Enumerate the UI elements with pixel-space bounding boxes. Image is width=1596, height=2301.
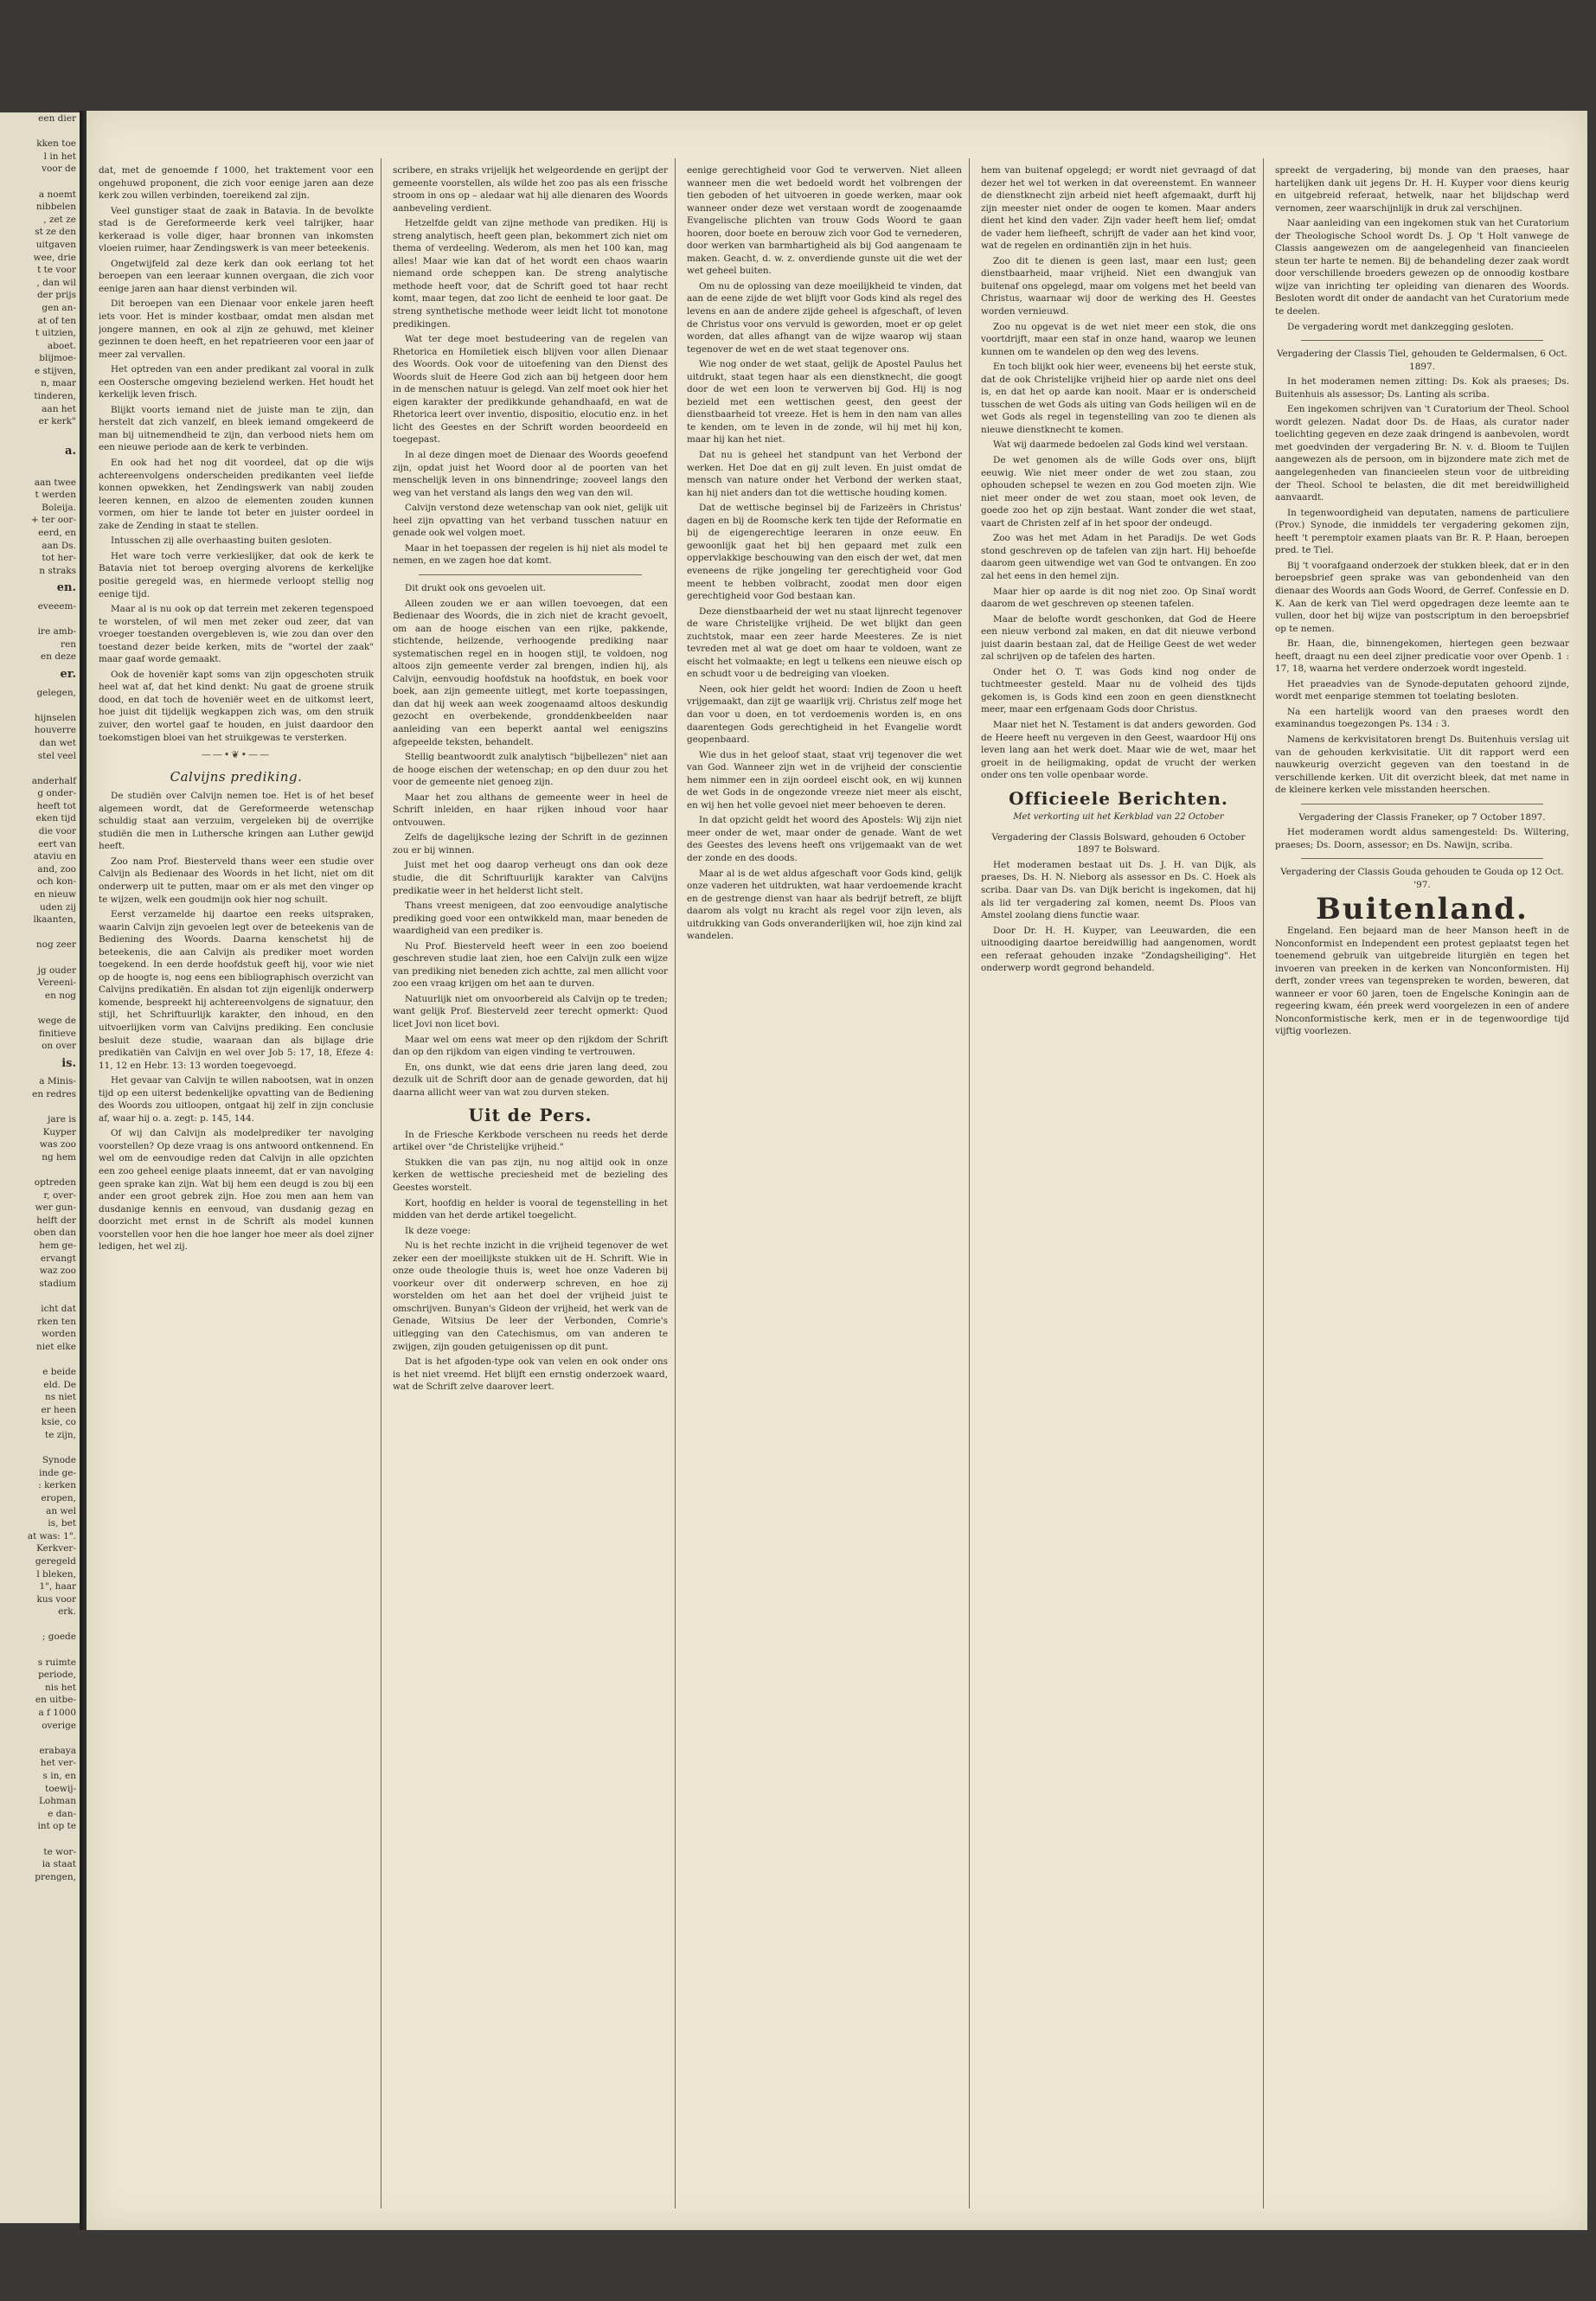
left-page-fragment: n, maar [41,378,76,389]
left-page-fragment [0,613,80,626]
left-page-fragment [0,1442,80,1455]
left-page-fragment [0,1002,80,1015]
left-page-fragment: jg ouder [37,965,76,976]
left-page-fragment: erabaya [39,1745,76,1756]
paragraph: Engeland. Een bejaard man de heer Manson heeft in de Nonconformist en Independent een protest geplaatst tegen het toenemend gebruik van uitgebreide liturgiën en tegen het invoeren van preeken in de kerken van Nonconformisten. Hij derft, zonder vrees van tegenspreken te worden, beweren, dat wanneer er voor 60 jaren, toen de Engelsche Koningin aan de regeering kwam, één preek werd voorgelezen in een of andere Nonconformistische kerk, men er in de tegenwoordige tijd vijftig voorlezen. [1275,925,1569,1037]
left-page-fragment: a Minis- [39,1076,76,1087]
left-page-fragment: Kerkver- [36,1543,76,1554]
left-page-fragment: wee, drie [33,252,76,263]
column-rule [1263,158,1264,2208]
paragraph: Maar al is nu ook op dat terrein met zekeren tegenspoed te worstelen, of wil men met zeker oud zeer, dat van vroeger toestanden overgebleven is, wie zou dan over den toestand dezer beide kerken, mits de "wortel der zaak" maar gaaf worde gemaakt. [99,604,374,665]
paragraph: Maar niet het N. Testament is dat anders geworden. God de Heere heeft nu vergeven in den Geest, waardoor Hij ons leven lang aan het werk doet. Maar wie de wet, maar het groeit in de heiligmaking, opdat de vrucht der werken onder ons ten volle openbaar worde. [981,719,1256,781]
paragraph: Dat is het afgoden-type ook van velen en ook onder ons is het niet vreemd. Het blijft een ernstig onderzoek waard, wat de Schrift zelve daarover leert. [393,1356,668,1393]
left-page-fragment: lkaanten, [33,914,76,926]
paragraph: hem van buitenaf opgelegd; er wordt niet gevraagd of dat dezer het wel tot werken in dat overeenstemt. En wanneer de dienstknecht zijn arbeid niet heeft afgemaakt, durft hij zijn meester niet onder de oogen te komen. Maar anders dient het kind den vader. Zijn vader heeft hem lief; omdat de vader hem liefheeft, schrijft de vader aan het kind voor, wat de regelen en ordinantiën zijn in het huis. [981,165,1256,252]
left-page-fragment: ire amb- [37,626,76,638]
column-4 [981,164,1256,2206]
left-page-fragment [0,125,80,138]
left-page-fragment: kken toe [36,138,76,150]
left-page-fragment: en nog [44,990,76,1001]
paragraph: Bij 't voorafgaand onderzoek der stukken bleek, dat er in den beroepsbrief geen sprake was van gebondenheid van den dienaar des Woords aan Gods Woord, de Gerref. Confessie en D. K. Aan de kerk van Tiel werd opgedragen deze leemte aan te vullen, door het bij wijze van postscriptum in den beroepsbrief op te nemen. [1275,560,1569,634]
left-page-fragment: n straks [39,565,76,576]
left-page-fragment: ; goede [42,1631,76,1643]
paragraph: In dat opzicht geldt het woord des Apostels: Wij zijn niet meer onder de wet, maar onder de genade. Want de wet des Geestes des levens heeft ons vrijgemaakt van de wet der zonde en des doods. [687,815,962,863]
paragraph: En, ons dunkt, wie dat eens drie jaren lang deed, zou dezulk uit de Schrift door aan de genade geworden, dat hij daarna allicht weer van wat zou durven steken. [393,1061,668,1098]
left-page-fragment: e beide [42,1367,76,1377]
divider [1301,340,1543,341]
left-page-fragment: tot her- [42,553,76,564]
left-page-fragment [0,699,80,712]
left-page-fragment: eerd, en [38,528,76,538]
left-page-fragment: periode, [38,1670,76,1681]
left-page-fragment: int op te [37,1821,76,1832]
paragraph: Het ware toch verre verkieslijker, dat ook de kerk te Batavia niet tot beroep overging alvorens de kerkelijke positie geregeld was, en hiermede verloopt stellig nog eenige tijd. [99,550,374,599]
left-page-fragment: dan wet [39,737,76,748]
paragraph: En toch blijkt ook hier weer, eveneens bij het eerste stuk, dat de ook Christelijke vrijheid hier op aarde niet ons deel is, en dat het op aarde kan nooit. Maar er is onderscheid tusschen de wet Gods als uiting van Gods heiligen wil en de wet Gods als regel in tegenstelling van zoo te dienen als nieuwe dienstknecht te komen. [981,362,1256,435]
left-page-fragment: stadium [39,1278,76,1289]
left-page-fragment: blijmoe- [39,353,76,364]
left-page-fragment: niet elke [35,1341,76,1352]
left-page-fragment: helft der [36,1215,76,1226]
left-page-fragment: inde ge- [39,1467,76,1478]
section-heading: Buitenland. [1316,892,1529,927]
left-page-fragment: Vereeni- [38,977,76,989]
left-page-fragment: ns niet [44,1392,76,1403]
left-page-fragment: die voor [38,826,76,837]
paragraph: Het praeadvies van de Synode-deputaten gehoord zijnde, wordt met eenparige stemmen tot toelating besloten. [1275,678,1569,702]
section-heading: Officieele Berichten. [1009,787,1228,809]
left-page-fragment: optreden [34,1177,76,1189]
left-page-fragment: stel veel [37,750,76,761]
left-page-fragment: l in het [43,151,76,162]
left-page-fragment: on over [42,1041,76,1052]
paragraph: Hetzelfde geldt van zijne methode van prediken. Hij is streng analytisch, heeft geen plan, bekommert zich niet om thema of verdeeling. Wederom, als men het 100 kan, mag alles! Maar wie kan dat of het wordt een chaos waarin niemand orde scheppen kan. De streng analytische methode heeft voor, dat de Schrift goed tot haar recht komt, maar tegen, dat zoo licht de eenheid te loor gaat. De streng synthetische methode weer leidt licht tot monotone predikingen. [393,218,668,330]
paragraph: Onder het O. T. was Gods kind nog onder de tuchtmeester gesteld. Maar nu de volheid des tijds gekomen is, is Gods kind een zoon en geen dienstknecht meer, maar een erfgenaam Gods door Christus. [981,666,1256,715]
divider [419,574,642,575]
left-page-fragment: hijnselen [34,712,76,723]
paragraph: Nu Prof. Biesterveld heeft weer in een zoo boeiend geschreven studie laat zien, hoe een Calvijn zulk een wijze van prediking niet beneden zich achtte, zal men allicht voor zoo een vraag krijgen om het aan te durven. [393,940,668,990]
left-page-fragment: aan het [42,403,76,414]
left-page-fragment: en uitbe- [35,1695,76,1706]
paragraph: Of wij dan Calvijn als modelprediker ter navolging voorstellen? Op deze vraag is ons antwoord ontkennend. En wel om de eenvoudige reden dat Calvijn in alle opzichten een zoo geheel eenige plaats inneemt, dat er van navolging geen sprake kan zijn. Wat bij hem een deugd is zou bij een ander een groot gebrek zijn. Hoe zou men aan hem van dusdanige kennis en eenvoud, van dusdanig gezag en doorzicht met ernst in de Schrift als model kunnen voorstellen voor hen die hoe langer hoe meer als doel zijner ledigen, het wel zij. [99,1128,374,1253]
paragraph: Het optreden van een ander predikant zal vooral in zulk een Oostersche omgeving bezielend werken. Het houdt het kerkelijk leven frisch. [99,364,374,401]
left-page-fragment: and, zoo [37,863,76,875]
left-page-fragment: Synode [42,1455,76,1466]
left-page-fragment: Boleija. [42,502,76,513]
article-heading: Uit de Pers. [468,1105,593,1126]
left-page-fragment: uden zij [40,901,76,913]
left-page-fragment [0,1833,80,1846]
paragraph: En ook had het nog dit voordeel, dat op die wijs achtereenvolgens onderscheiden predikanten veel liefde konnen opwekken, het Zendingswerk van nabij zouden leeren kennen, en alzoo de elementen zouden kunnen vormen, om hier te lande tot beter en juister oordeel in zake de Zending in staat te stellen. [99,458,374,531]
column-1 [99,164,374,2206]
column-rule [675,158,676,2208]
left-page-fragment [0,762,80,775]
left-page-fragment: en nieuw [34,889,76,901]
paragraph: Eerst verzamelde hij daartoe een reeks uitspraken, waarin Calvijn zijn gevoelen legt over de beteekenis van de Bediening des Woords. Daarna kenschetst hij de beteekenis, die aan Calvijn als prediker moet worden toegekend. In een derde hoofdstuk geeft hij, voor wie niet op de hoogte is, nog eens een bibliographisch overzicht van Calvijns predikatiën. En alsdan tot zijn eigenlijk onderwerp komende, bespreekt hij achtereenvolgens de signatuur, den stijl, het Schriftuurlijk karakter, den inhoud, en den uitvoerlijken vorm van Calvijns prediking. Een conclusie besluit deze studie, waaraan dan als bijlage drie predikatiën van Calvijn en wel over Job 5: 17, 18, Efeze 4: 11, 12 en Hebr. 13: 13 worden toegevoegd. [99,909,374,1071]
left-page-fragment: st ze den [35,227,76,238]
left-page-fragment: overige [42,1720,76,1731]
paragraph: Maar in het toepassen der regelen is hij niet als model te nemen, en we zagen hoe dat komt. [393,542,668,567]
left-page-fragment: eken tijd [35,813,76,824]
paragraph: Intusschen zij alle overhaasting buiten gesloten. [111,535,332,547]
column-2 [393,164,668,2206]
left-page-fragment: och kon- [36,876,76,888]
left-page-fragment [0,1290,80,1303]
paragraph: Dit drukt ook ons gevoelen uit. [405,582,546,593]
column-rule [969,158,970,2208]
left-page-fragment: jare is [48,1114,76,1125]
left-page-fragment: s ruimte [37,1657,76,1668]
left-page-fragment: wege de [37,1015,76,1026]
paragraph: Thans vreest menigeen, dat zoo eenvoudige analytische prediking goed voor een ontwikkeld man, maar beneden de waardigheid van een prediker is. [393,901,668,937]
paragraph: Zoo was het met Adam in het Paradijs. De wet Gods stond geschreven op de tafelen van zijn hart. Hij behoefde daarom geen uitwendige wet van God te ontvangen. En zoo zal het eens in den hemel zijn. [981,533,1256,581]
left-page-fragment: kus voor [36,1593,76,1605]
left-page-fragment: rken ten [37,1316,76,1327]
divider [1301,858,1543,859]
left-page-fragment: : kerken [38,1480,76,1491]
left-page-fragment: er kerk" [38,416,76,427]
left-page-fragment: nibbelen [35,202,76,213]
left-page-fragment: e stijven, [34,365,76,376]
paragraph: Zoo nam Prof. Biesterveld thans weer een studie over Calvijn als Bedienaar des Woords in het licht, niet om dit onderwerp uit te putten, maar om er als met den vinger op te wijzen, welk een goudmijn ook hier nog schuilt. [99,856,374,905]
left-page-fragment: ren [61,638,76,650]
left-page-fragment: een dier [38,113,76,124]
left-page-fragment: t te voor [37,265,76,276]
paragraph: Zoo dit te dienen is geen last, maar een lust; geen dienstbaarheid, maar vrijheid. Niet een dwangjuk van buitenaf ons opgelegd, maar om volgens met het beeld van Christus, waarnaar wij door de werking des H. Geestes worden vernieuwd. [981,255,1256,317]
paragraph: Ongetwijfeld zal deze kerk dan ook eerlang tot het beroepen van een leeraar kunnen overgaan, die zich voor eenige jaren aan haar dienst verbinden wil. [99,258,374,294]
left-page-fragment: te zijn, [44,1429,76,1440]
left-page-edge [0,112,82,2223]
left-page-fragment: eropen, [41,1492,76,1503]
left-page-fragment [0,1618,80,1631]
left-page-fragment: nog zeer [35,939,76,951]
ornament-divider: ——•❦•—— [201,749,272,761]
paragraph: Vergadering der Classis Gouda gehouden te Gouda op 12 Oct. '97. [1280,867,1564,890]
left-page-fragment: 1", haar [39,1581,76,1593]
column-3 [687,164,962,2206]
paragraph: In al deze dingen moet de Dienaar des Woords geoefend zijn, opdat juist het Woord door al de poorten van het menschelijk leven in ons binnendringe; zooveel langs den weg van het verstand als langs den weg van den wil. [393,450,668,498]
paragraph: Het moderamen bestaat uit Ds. J. H. van Dijk, als praeses, Ds. H. N. Nieborg als assessor en Ds. C. Hoek als scriba. Daar van Ds. van Dijk bericht is ingekomen, dat hij als lid ter vergadering zal komen, neemt Ds. Ploos van Amstel zoolang diens functie waar. [981,859,1256,921]
left-page-fragment: der prijs [36,290,76,301]
paragraph: In tegenwoordigheid van deputaten, namens de particuliere (Prov.) Synode, die inmiddels ter vergadering gekomen zijn, heeft 't peremptoir examen plaats van Br. R. P. Haan, beroepen pred. te Tiel. [1275,507,1569,556]
paragraph: Vergadering der Classis Bolsward, gehouden 6 October 1897 te Bolsward. [991,831,1246,856]
left-page-fragment [0,1101,80,1114]
left-page-fragment: r, over- [43,1189,76,1201]
left-page-fragment: a noemt [38,189,76,200]
paragraph: Maar het zou althans de gemeente weer in heel de Schrift inleiden, en haar rijken inhoud voor haar ontvouwen. [393,792,668,828]
left-page-fragment: tinderen, [34,391,76,402]
section-subheading: Met verkorting uit het Kerkblad van 22 October [1013,812,1224,823]
left-page-fragment [0,176,80,189]
paragraph: Juist met het oog daarop verheugt ons dan ook deze studie, die dit Schriftuurlijk karakter van Calvijns predikatie weer in het helderst licht stelt. [393,860,668,896]
paragraph: Nu is het rechte inzicht in die vrijheid tegenover de wet zeker een der moeilijkste stukken uit de H. Schrift. Wie in onze oude theologie thuis is, weet hoe onze Vaderen bij voorkeur over dit onderwerp schreven, en hoe zij worstelden om het aan het doel der vrijheid juist te omschrijven. Bunyan's Gideon der vrijheid, het werk van de Genade, Witsius De leer der Verbonden, Comrie's uitlegging van den Catechismus, om van anderen te zwijgen, zijn gouden getuigenissen op dit punt. [393,1240,668,1352]
left-page-fragment: prengen, [35,1871,76,1882]
left-page-fragment: a f 1000 [38,1708,76,1719]
left-page-fragment: aan Ds. [42,540,76,551]
paragraph: Namens de kerkvisitatoren brengt Ds. Buitenhuis verslag uit van de gehouden kerkvisitatie. Uit dit rapport werd een nauwkeurig overzicht gegeven van den toestand in de verschillende kerken. Uit dit overzicht bleek, dat met name in de kleinere kerken vele misstanden heerschen. [1275,734,1569,796]
paragraph: eenige gerechtigheid voor God te verwerven. Niet alleen wanneer men die wet bedoeld wordt het volbrengen der tien geboden of het uitvoeren in goede werken, maar ook wanneer onder deze wet verstaan wordt de zoogenaamde Evangelische plichten van trouw Gods Woord te gaan hooren, door boete en berouw zich voor God te vernederen, door werken van barmhartigheid als bij God aangenaam te maken. Geacht, d. w. z. onverdiende gunste uit die wet der wet geheel buiten. [687,165,962,277]
left-page-fragment: eert van [38,838,76,849]
left-page-fragment: t werden [35,490,76,501]
left-page-fragment: s in, en [42,1771,76,1781]
left-page-fragment: er heen [41,1404,76,1415]
left-page-fragment: erk. [58,1606,76,1618]
paragraph: Om nu de oplossing van deze moeilijkheid te vinden, dat aan de eene zijde de wet blijft voor Gods kind als regel des levens en aan de andere zijde geheel is afgeschaft, of leven de Christus voor ons vervuld is geworden, moet er op gelet worden, dat alles afhangt van de wijze waarop wij staan tegenover de wet en de wet staat tegenover ons. [687,280,962,355]
paragraph: Wat wij daarmede bedoelen zal Gods kind wel verstaan. [993,439,1248,451]
left-page-fragment: uitgaven [35,239,76,250]
left-page-fragment: worden [41,1329,76,1340]
paragraph: Br. Haan, die, binnengekomen, hiertegen geen bezwaar heeft, draagt nu een deel zijner predicatie voor over Openb. 1 : 17, 18, waarna het verdere onderzoek wordt ingesteld. [1275,638,1569,675]
left-page-fragment: at was: 1". [27,1530,76,1541]
paragraph: In het moderamen nemen zitting: Ds. Kok als praeses; Ds. Buitenhuis als assessor; Ds. Lanting als scriba. [1275,376,1569,400]
paragraph: scribere, en straks vrijelijk het welgeordende en gerijpt der gemeente voorstellen, als wilde het zoo pas als een frissche stroom in ons op – aledaar wat hij alle dienaren des Woords aanbeveling verdient. [393,165,668,214]
left-page-fragment: te wor- [43,1846,76,1857]
left-page-fragment: eveeem- [37,600,76,612]
paragraph: Dit beroepen van een Dienaar voor enkele jaren heeft iets voor. Het is minder kostbaar, omdat men alsdan met jongere mannen, en ook al zijn ze gehuwd, met kleiner gezinnen te doen heeft, en het repatrieeren voor een jaar of meer zal vervallen. [99,298,374,360]
paragraph: Natuurlijk niet om onvoorbereid als Calvijn op te treden; want gelijk Prof. Biesterveld zeer terecht opmerkt: Quod licet Jovi non licet bovi. [393,993,668,1029]
left-page-fragment: houverre [34,725,76,736]
paragraph: Maar al is de wet aldus afgeschaft voor Gods kind, gelijk onze vaderen het uitdrukten, wat haar verdoemende kracht en de gestrenge dienst van haar als bedrijf betreft, ze blijft daarom als volgt nu kracht als regel voor zijn leven, als uitdrukking van Gods onveranderlijken wil, hoe zijn kind zal wandelen. [687,868,962,942]
paragraph: dat, met de genoemde f 1000, het traktement voor een ongehuwd proponent, die zich voor eenige jaren aan deze kerk zou willen verbinden, toereikend zal zijn. [99,165,374,202]
left-page-fragment: voor de [42,163,76,175]
paragraph: spreekt de vergadering, bij monde van den praeses, haar hartelijken dank uit jegens Dr. H. H. Kuyper voor diens keurig en uitgebreid referaat, hetwelk, naar het blijdschap werd vernomen, zeer waarschijnlijk in druk zal verschijnen. [1275,165,1569,214]
paragraph: Dat nu is geheel het standpunt van het Verbond der werken. Het Doe dat en gij zult leven. En juist omdat de mensch van nature onder het Verbond der werken staat, kan hij niet anders dan tot die wettische houding komen. [687,450,962,498]
paragraph: De vergadering wordt met dankzegging gesloten. [1287,321,1514,332]
left-page-fragment: hem ge- [39,1240,76,1252]
left-page-fragment: an wel [46,1505,76,1516]
paragraph: Blijkt voorts iemand niet de juiste man te zijn, dan herstelt dat zich vanzelf, en bleek iemand omgekeerd de man bij uitnemendheid te zijn, dan verbood niets hem om een nieuwe periode aan de kerk te verbinden. [99,404,374,453]
left-page-fragment: at of ten [37,315,76,326]
paragraph: Maar hier op aarde is dit nog niet zoo. Op Sinaï wordt daarom de wet geschreven op steenen tafelen. [981,586,1256,610]
left-page-fragment: en redres [32,1088,76,1099]
paragraph: Wie dus in het geloof staat, staat vrij tegenover die wet van God. Wanneer zijn wet in de vrijheid der conscientie hem nimmer een in zijn oordeel eischt ook, en wij kunnen de wet Gods in de ongezonde vreeze niet meer als eischt, en wij hen het volle gevoel niet meer behoeven te deren. [687,749,962,811]
left-page-fragment: wer gun- [35,1202,76,1214]
left-page-fragment: , dan wil [36,277,76,288]
left-page-fragment [0,428,80,441]
paragraph: De wet genomen als de wille Gods over ons, blijft eeuwig. Wie niet meer onder de wet zou staan, zou ophouden schepsel te wezen en zou God moeten zijn. Wie niet meer onder de wet zou staan, moet ook leven, de goede zoo het op zijn bestaat. Want zonder die wet staat, vaart de Christen zelf af in het spoor der ondeugd. [981,455,1256,529]
paragraph: Ik deze voege: [405,1225,471,1236]
paragraph: Een ingekomen schrijven van 't Curatorium der Theol. School wordt gelezen. Nadat door Ds. de Haas, als curator nader toelichting gegeven en deze zaak dringend is aanbevolen, wordt met goedvinden der vergadering Br. N. v. d. Bloom te Tuijlen aangewezen als de persoon, om in bijzondere mate zich met de aangelegenheden van financieelen steun voor de uitbreiding der Theol. School te belasten, die dit met bereidwilligheid aanvaardt. [1275,404,1569,503]
paragraph: Dat de wettische beginsel bij de Farizeërs in Christus' dagen en bij de Roomsche kerk ten tijde der Reformatie en bij de eigengerechtige leeraren in onze eeuw. En gewoonlijk gaat het bij hen gepaard met zulk een oppervlakkige beschouwing van den eisch der wet, dat men eveneens de rijke jongeling ter gerechtigheid voor God meent te hebben volbracht, zoodat men door eigen gerechtigheid voor God bestaan kan. [687,503,962,602]
left-page-fragment [0,952,80,965]
left-page-fragment: l bleken, [36,1568,76,1580]
paragraph: Kort, hoofdig en helder is vooral de tegenstelling in het midden van het derde artikel toegelicht. [393,1197,668,1221]
paragraph: Wie nog onder de wet staat, gelijk de Apostel Paulus het uitdrukt, staat tegen haar als een dienstknecht, die googt door de wet een loon te verwerven bij God. Hij is nog bezield met een wettischen geest, den geest der dienstbaarheid tot vreeze. Het is hem in den nam van alles te kenden, om te leven in de zonde, wil hij met hij kon, maar hij kan het niet. [687,359,962,445]
paragraph: Door Dr. H. H. Kuyper, van Leeuwarden, die een uitnoodiging daartoe bereidwillig had aangenomen, wordt een referaat gehouden inzake "Zondagsheiliging". Het onderwerp wordt gegrond behandeld. [981,925,1256,974]
left-page-fragment: g onder- [37,788,76,799]
left-page-fragment: ng hem [42,1151,76,1163]
left-page-fragment: en deze [41,651,76,663]
paragraph: Stellig beantwoordt zulk analytisch "bijbellezen" niet aan de hooge eischen der wetenschap; en op den duur zou het voor de gemeente niet genoeg zijn. [393,752,668,788]
paragraph: Calvijn verstond deze wetenschap van ook niet, gelijk uit heel zijn opvatting van het verband tusschen natuur en genade ook wel volgen moet. [393,503,668,539]
left-page-fragment [0,926,80,939]
left-page-fragment: het ver- [40,1758,76,1769]
left-page-fragment [0,1353,80,1366]
left-page-fragment: , zet ze [43,214,76,225]
article-heading: Calvijns prediking. [170,768,303,785]
paragraph: In de Friesche Kerkbode verscheen nu reeds het derde artikel over "de Christelijke vrijheid." [393,1129,668,1153]
left-page-fragment: icht dat [41,1304,76,1315]
left-page-fragment: oben dan [33,1227,76,1239]
left-page-fragment: eld. De [43,1379,76,1390]
left-page-fragment: aboet. [47,340,76,351]
paragraph: Maar wel om eens wat meer op den rijkdom der Schrift dan op den rijkdom van eigen vinding te vertrouwen. [393,1034,668,1058]
left-page-fragment: nis het [44,1682,76,1693]
left-page-fragment: gelegen, [36,687,76,698]
left-page-fragment: ia staat [42,1859,76,1870]
left-page-fragment: anderhalf [31,775,76,786]
left-page-fragment: aan twee [34,477,76,488]
left-page-fragment: is. [61,1056,76,1070]
left-page-fragment: heeft tot [36,800,76,811]
left-page-fragment: gen an- [42,302,76,313]
paragraph: Zoo nu opgevat is de wet niet meer een stok, die ons voortdrijft, maar een staf in onze hand, waarop we leunen kunnen om te wandelen op den weg des levens. [981,321,1256,357]
left-page-fragment: e dan- [48,1808,76,1819]
paragraph: Vergadering der Classis Franeker, op 7 October 1897. [1298,811,1546,823]
left-page-fragment: Kuyper [42,1126,76,1138]
paragraph: Zelfs de dagelijksche lezing der Schrift in de gezinnen zou er bij winnen. [393,832,668,856]
left-page-fragment: is, bet [48,1518,76,1529]
left-page-fragment: ataviu en [33,851,76,862]
left-page-fragment: toewij- [45,1783,76,1794]
left-page-fragment: Lohman [38,1796,76,1807]
paragraph: Na een hartelijk woord van den praeses wordt den examinandus toegezongen Ps. 134 : 3. [1275,706,1569,730]
left-page-fragment [0,1644,80,1657]
paragraph: Ook de hoveniër kapt soms van zijn opgeschoten struik heel wat af, dat het kind denkt: Nu gaat de groene struik dood, en dat toch de hoveniër weet en de uitkomst leert, hoe juist dit tijdelijk wegkappen zich was, om den struik zuiver, den wortel gaaf te houden, en juist daardoor den toekomstigen bloei van het struikgewas te versterken. [99,669,374,743]
left-page-fragment: + ter oor- [30,515,76,526]
paragraph: Vergadering der Classis Tiel, gehouden te Geldermalsen, 6 Oct. 1897. [1276,349,1568,372]
paragraph: Wat ter dege moet bestudeering van de regelen van Rhetorica en Homiletiek eisch blijven voor allen Dienaar des Woords. Ook voor de uitoefening van den Dienst des Woords sluit de Heere God zich aan bij hetgeen door hem in de menschen natuur is gelegd. Van zelf moet ook hier het eigen karakter der predikkunde gehandhaafd, en wat de Rhetorica leert over inventio, dispositio, elocutio enz. in het licht des Geestes en der Schrift worden beoordeeld en toegepast. [393,334,668,445]
left-page-fragment: er. [60,667,76,681]
paragraph: Maar de belofte wordt geschonken, dat God de Heere een nieuw verbond zal maken, en dat dit nieuwe verbond juist daarin bestaan zal, dat de Heilige Geest de wet weder zal schrijven op de tafelen des harten. [981,613,1256,663]
paragraph: De studiën over Calvijn nemen toe. Het is of het besef algemeen wordt, dat de Gereformeerde wetenschap schuldig staat aan verzuim, vergeleken bij de overrijke studiën die men in Luthersche kringen aan Luther gewijd heeft. [99,791,374,852]
newspaper-page [87,111,1587,2230]
paragraph: Deze dienstbaarheid der wet nu staat lijnrecht tegenover de ware Christelijke vrijheid. De wet blijkt dan geen zuchtstok, maar een zeer harde Meesteres. Ze is niet tevreden met al wat ge doet om haar te voldoen, want ze eischt het volmaakte; en legt u telkens een nieuwe eisch op en schudt voor u de bedreiging van vloeken. [687,606,962,680]
left-page-fragment [0,1164,80,1177]
left-page-fragment: en. [56,581,76,595]
left-page-fragment: geregeld [35,1555,76,1567]
left-page-fragment: was zoo [39,1139,76,1150]
column-5 [1275,164,1569,2206]
left-page-fragment: waz zoo [39,1266,76,1277]
paragraph: Veel gunstiger staat de zaak in Batavia. In de bevolkte stad is de Gereformeerde kerk veel talrijker, haar kerkeraad is volle diger, haar bronnen van inkomsten vloeien ruimer, haar Zendingswerk is van meer beteekenis. [99,205,374,254]
left-page-fragment: finitieve [38,1028,76,1039]
left-page-fragment [0,1732,80,1745]
paragraph: Alleen zouden we er aan willen toevoegen, dat een Bedienaar des Woords, die in zich niet de kracht gevoelt, om aan de hooge eischen van een rijke, pakkende, stichtende, heilzende, verhoogende prediking naar systematischen regel en in hoogen stijl, te voldoen, nog altoos zijn gemeente verder zal brengen, indien hij, als Calvijn, eenvoudig hoofdstuk na hoofdstuk, en boek voor boek, aan zijn gemeente uitlegt, met korte toepassingen, dan dat hij week aan week zoogenaamd altoos deskundig gezocht en overbekende, gronddenkbeelden naar aanleiding van een beperkt aantal wel eenigszins afgepeelde teksten, behandelt. [393,598,668,747]
paragraph: Neen, ook hier geldt het woord: Indien de Zoon u heeft vrijgemaakt, dan zijt ge waarlijk vrij. Christus zelf moge het dan voor u doen, en tot verdoemenis worden is, en ons daarentegen Gods gerechtigheid in het Evangelie wordt geopenbaard. [687,683,962,746]
paragraph: Naar aanleiding van een ingekomen stuk van het Curatorium der Theologische School wordt Ds. J. Op 't Holt vanwege de Classis aangewezen om de aangelegenheid van financieelen steun ter harte te nemen. Bij de behandeling dezer zaak wordt door verschillende broeders gewezen op de onnoodig kostbare wijze van inrichting ter opleiding van dienaren des Woords. Besloten wordt dit onder de aandacht van het Curatorium mede te deelen. [1275,218,1569,317]
paragraph: Stukken die van pas zijn, nu nog altijd ook in onze kerken de wettische preciesheid met de bezieling des Geestes worstelt. [393,1157,668,1194]
left-page-fragment: ksie, co [41,1417,76,1428]
left-page-fragment: t uitzien, [35,328,76,339]
paragraph: Het moderamen wordt aldus samengesteld: Ds. Wiltering, praeses; Ds. Doorn, assessor; en Ds. Nawijn, scriba. [1275,827,1569,850]
left-page-fragment [0,464,80,477]
left-page-fragment: ervangt [40,1253,76,1264]
left-page-fragment: a. [65,445,76,458]
paragraph: Het gevaar van Calvijn te willen nabootsen, wat in onzen tijd op een uiterst bedenkelijke opvatting van de Bediening des Woords zou uitloopen, ontgaat hij zelf in zijn conclusie af, waar hij o. a. zegt: p. 145, 144. [99,1075,374,1124]
